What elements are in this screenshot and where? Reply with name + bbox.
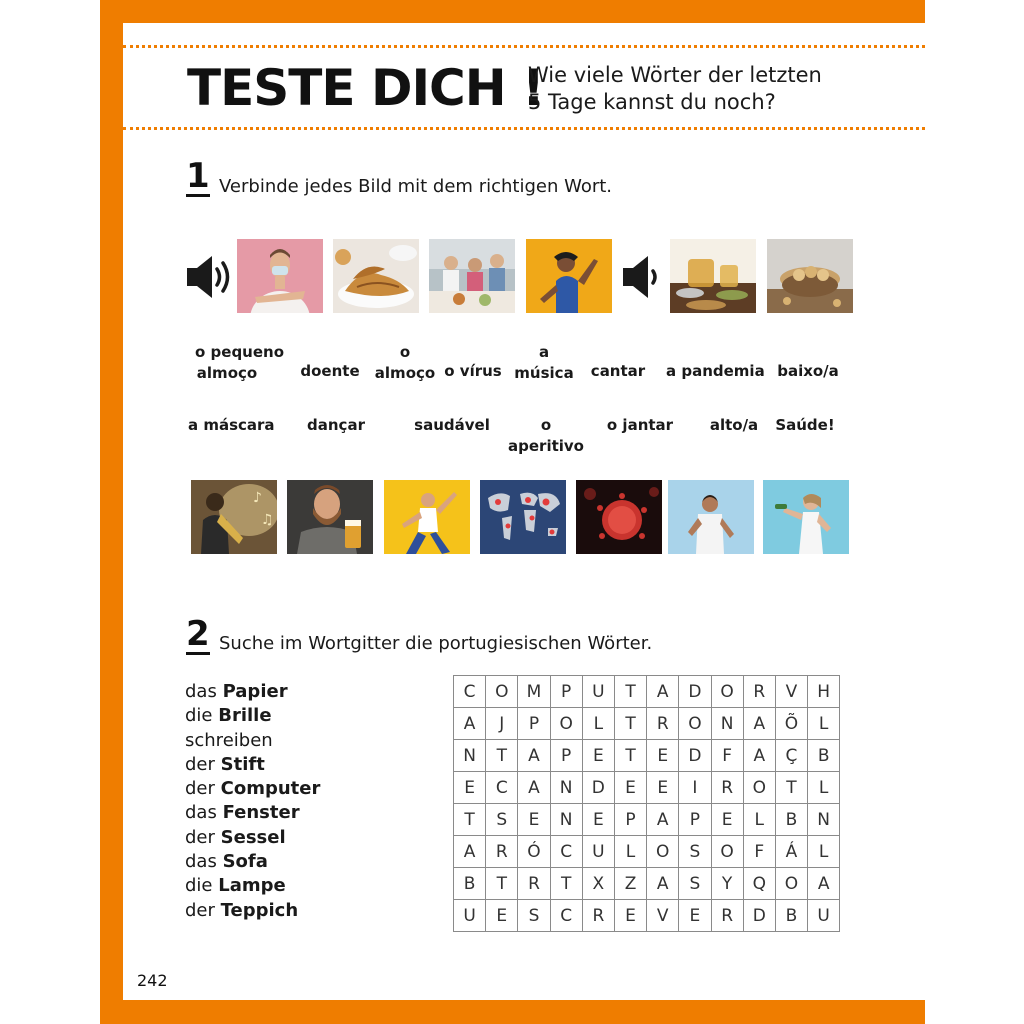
list-item: der Teppich [185,899,299,921]
list-item: schreiben [185,729,273,751]
grid-cell[interactable]: D [582,772,614,804]
grid-cell[interactable]: P [550,676,582,708]
grid-cell[interactable]: E [647,772,679,804]
grid-cell[interactable]: E [614,772,646,804]
grid-cell[interactable]: T [486,868,518,900]
exercise-1-instruction: Verbinde jedes Bild mit dem richtigen Wort. [219,176,613,197]
grid-cell[interactable]: C [550,836,582,868]
word-o-pequeno-almoco[interactable]: o pequeno almoço [195,343,285,382]
image-saxophone-music[interactable] [191,480,277,554]
exercise-1-number: 1 [186,156,210,196]
grid-cell[interactable]: U [454,900,486,932]
page-subtitle [528,62,908,116]
grid-row [454,708,840,740]
image-world-map[interactable] [480,480,566,554]
dotted-divider-top [123,45,925,48]
grid-cell[interactable]: E [486,900,518,932]
grid-cell[interactable]: L [808,708,840,740]
grid-cell[interactable]: R [486,836,518,868]
grid-cell[interactable]: L [743,804,775,836]
list-item: das Fenster [185,802,300,824]
grid-row [454,772,840,804]
grid-cell[interactable]: P [550,740,582,772]
grid-cell[interactable]: T [614,740,646,772]
grid-cell[interactable]: E [582,804,614,836]
orange-frame-bottom [100,1000,925,1024]
grid-cell[interactable]: O [550,708,582,740]
word-o-almoco[interactable]: o almoço [374,343,436,382]
grid-row [454,804,840,836]
svg-text:♫: ♫ [261,512,274,528]
list-item: das Papier [185,681,288,702]
word-saude[interactable]: Saúde! [775,416,835,434]
dotted-divider-bottom [123,127,925,130]
grid-cell[interactable]: L [582,708,614,740]
grid-cell[interactable]: Q [743,868,775,900]
grid-cell[interactable]: T [550,868,582,900]
word-baixo[interactable]: baixo/a [777,362,839,380]
grid-cell[interactable]: O [647,836,679,868]
grid-cell[interactable]: Y [711,868,743,900]
word-alto[interactable]: alto/a [709,416,759,434]
word-dancar[interactable]: dançar [307,416,365,434]
list-item: der Stift [185,753,265,775]
grid-cell[interactable]: B [808,740,840,772]
list-item: die Brille [185,705,272,727]
grid-cell[interactable]: R [743,676,775,708]
grid-cell[interactable]: D [743,900,775,932]
grid-cell[interactable]: P [679,804,711,836]
word-list [185,680,320,923]
image-man-dancing-blue[interactable] [668,480,754,554]
grid-row [454,900,840,932]
grid-cell[interactable]: O [711,676,743,708]
grid-cell[interactable]: A [808,868,840,900]
grid-cell[interactable]: A [454,708,486,740]
grid-cell[interactable]: R [711,900,743,932]
grid-cell[interactable]: C [550,900,582,932]
image-woman-singing-bottle[interactable] [763,480,849,554]
grid-cell[interactable]: R [711,772,743,804]
grid-cell[interactable]: C [486,772,518,804]
grid-cell[interactable]: F [711,740,743,772]
image-tea-snacks[interactable] [670,239,756,313]
grid-cell[interactable]: O [711,836,743,868]
grid-cell[interactable]: O [679,708,711,740]
grid-cell[interactable]: R [582,900,614,932]
grid-cell[interactable]: A [518,740,550,772]
grid-cell[interactable]: E [711,804,743,836]
exercise-2-instruction: Suche im Wortgitter die portugiesischen Wörter. [219,633,653,654]
word-o-virus[interactable]: o vírus [444,362,502,380]
grid-cell[interactable]: T [454,804,486,836]
image-man-with-mask[interactable] [237,239,323,313]
grid-cell[interactable]: N [550,772,582,804]
grid-cell[interactable]: E [647,740,679,772]
grid-cell[interactable]: U [808,900,840,932]
grid-cell[interactable]: L [808,836,840,868]
grid-cell[interactable]: S [518,900,550,932]
grid-cell[interactable]: I [679,772,711,804]
exercise-2-number: 2 [186,614,210,654]
grid-cell[interactable]: S [679,868,711,900]
word-a-pandemia[interactable]: a pandemia [666,362,765,380]
page-title: TESTE DICH ! [187,59,544,117]
grid-cell[interactable]: B [775,900,807,932]
grid-cell[interactable]: S [486,804,518,836]
grid-cell[interactable]: O [775,868,807,900]
list-item: der Computer [185,778,321,800]
list-item: der Sessel [185,826,286,848]
grid-cell[interactable]: T [486,740,518,772]
image-family-dinner[interactable] [429,239,515,313]
grid-cell[interactable]: E [614,900,646,932]
grid-cell[interactable]: A [454,836,486,868]
grid-cell[interactable]: N [808,804,840,836]
image-nuts-bowl[interactable] [767,239,853,313]
grid-cell[interactable]: V [775,676,807,708]
word-o-aperitivo[interactable]: o aperitivo [508,416,584,455]
grid-cell[interactable]: O [486,676,518,708]
grid-cell[interactable]: A [743,740,775,772]
word-cantar[interactable]: cantar [590,362,646,380]
grid-row [454,836,840,868]
word-a-mascara[interactable]: a máscara [188,416,275,434]
orange-frame-left [100,0,123,1024]
grid-row [454,868,840,900]
list-item: die Lampe [185,875,286,897]
grid-cell[interactable]: U [582,676,614,708]
subtitle-line-2: 5 Tage kannst du noch? [528,90,776,114]
page-number: 242 [137,971,168,990]
grid-cell[interactable]: A [647,868,679,900]
grid-cell[interactable]: E [582,740,614,772]
grid-cell[interactable]: D [679,676,711,708]
word-search-grid [453,675,840,932]
word-a-musica[interactable]: a música [514,343,574,382]
grid-cell[interactable]: B [775,804,807,836]
grid-cell[interactable]: E [454,772,486,804]
grid-cell[interactable]: M [518,676,550,708]
grid-row [454,740,840,772]
grid-cell[interactable]: N [550,804,582,836]
grid-cell[interactable]: H [808,676,840,708]
image-virus[interactable] [576,480,662,554]
word-doente[interactable]: doente [300,362,360,380]
word-o-jantar[interactable]: o jantar [606,416,674,434]
grid-cell[interactable]: A [518,772,550,804]
grid-cell[interactable]: T [614,708,646,740]
grid-cell[interactable]: O [743,772,775,804]
svg-text:♪: ♪ [253,490,262,506]
grid-cell[interactable]: U [582,836,614,868]
grid-cell[interactable]: B [454,868,486,900]
grid-cell[interactable]: A [647,676,679,708]
grid-cell[interactable]: Ó [518,836,550,868]
grid-cell[interactable]: A [647,804,679,836]
grid-cell[interactable]: E [518,804,550,836]
grid-cell[interactable]: C [454,676,486,708]
speaker-loud-icon[interactable] [186,252,234,302]
grid-cell[interactable]: J [486,708,518,740]
grid-cell[interactable]: R [518,868,550,900]
image-man-with-beer[interactable] [287,480,373,554]
grid-cell[interactable]: L [614,836,646,868]
speaker-quiet-icon[interactable] [622,252,670,302]
grid-cell[interactable]: N [711,708,743,740]
grid-cell[interactable]: Ç [775,740,807,772]
grid-cell[interactable]: V [647,900,679,932]
grid-cell[interactable]: X [582,868,614,900]
grid-cell[interactable]: T [775,772,807,804]
grid-cell[interactable]: S [679,836,711,868]
grid-cell[interactable]: R [647,708,679,740]
orange-frame-top [100,0,925,23]
word-saudavel[interactable]: saudável [414,416,490,434]
image-dancing-man[interactable] [384,480,470,554]
grid-cell[interactable]: A [743,708,775,740]
grid-cell[interactable]: E [679,900,711,932]
grid-cell[interactable]: T [614,676,646,708]
grid-cell[interactable]: P [518,708,550,740]
grid-cell[interactable]: P [614,804,646,836]
grid-cell[interactable]: F [743,836,775,868]
grid-cell[interactable]: Z [614,868,646,900]
grid-cell[interactable]: N [454,740,486,772]
grid-cell[interactable]: L [808,772,840,804]
grid-cell[interactable]: Á [775,836,807,868]
image-singing-woman[interactable] [526,239,612,313]
image-croissants[interactable] [333,239,419,313]
grid-cell[interactable]: D [679,740,711,772]
grid-row [454,676,840,708]
grid-cell[interactable]: Õ [775,708,807,740]
list-item: das Sofa [185,851,268,873]
subtitle-line-1: Wie viele Wörter der letzten [528,63,822,87]
